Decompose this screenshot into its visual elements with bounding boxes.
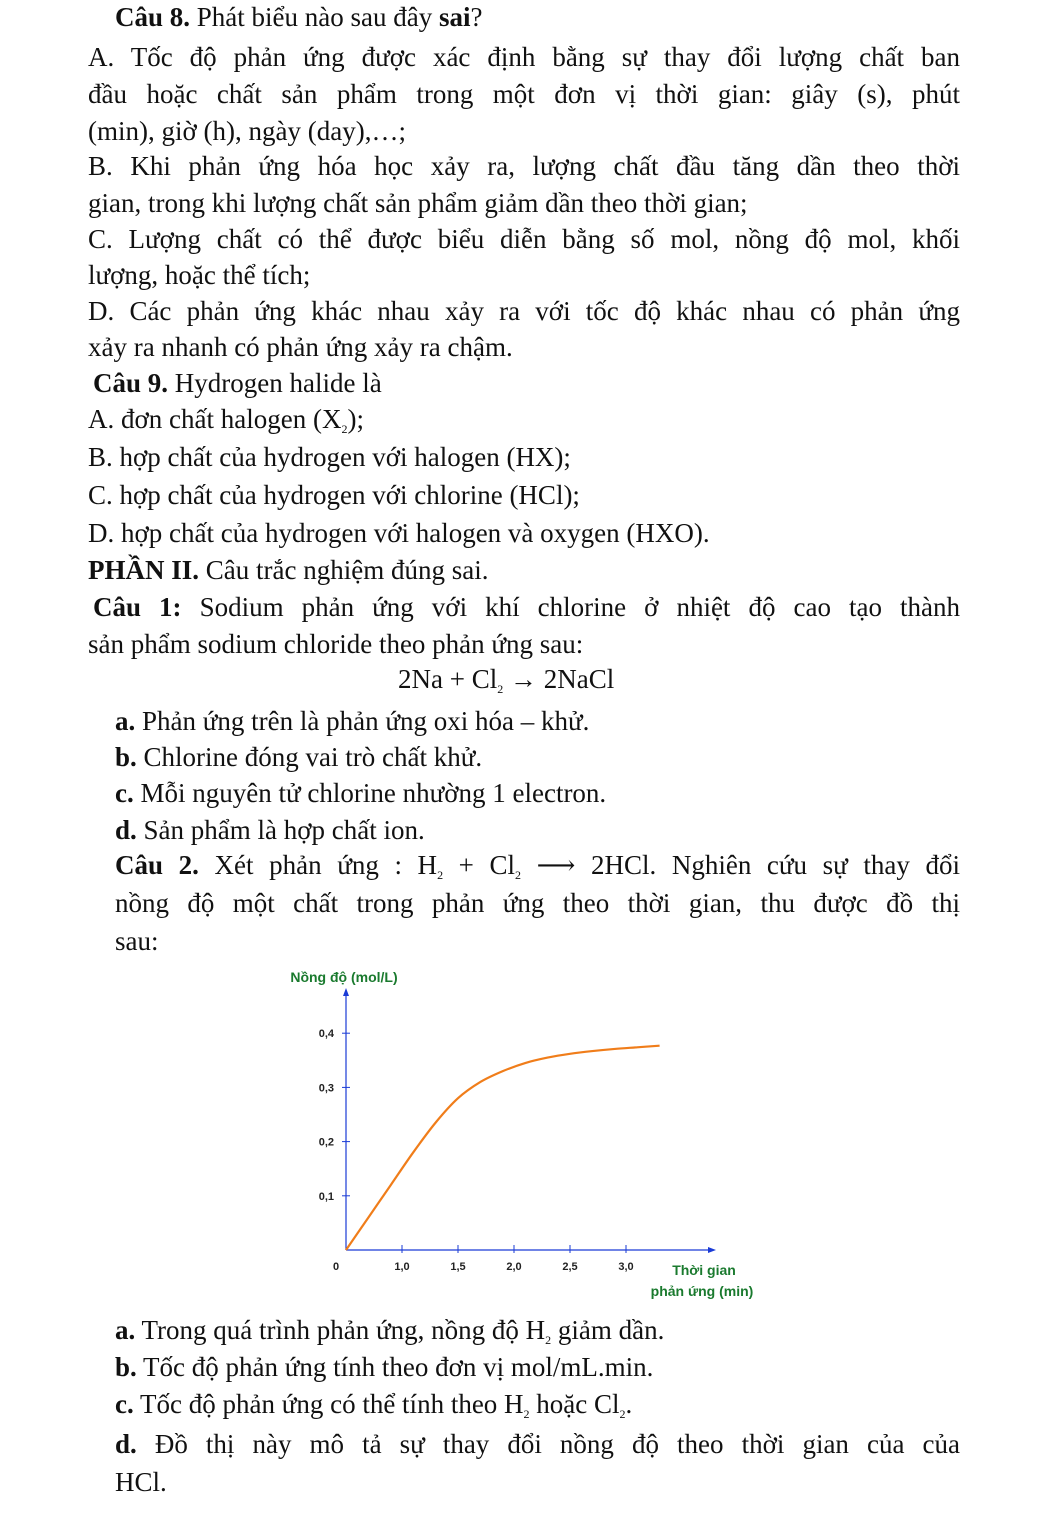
q8-option-a-line1: A. Tốc độ phản ứng được xác định bằng sự thay đổi lượng chất ban [88, 42, 960, 72]
q8-option-a-line3: (min), giờ (h), ngày (day),…; [88, 116, 406, 146]
p2q1-stem-line1: Câu 1: Sodium phản ứng với khí chlorine ở nhiệt độ cao tạo thành [93, 592, 960, 622]
p2q1-statement-c: c. Mỗi nguyên tử chlorine nhường 1 electron. [115, 778, 607, 808]
x-axis-label-line2: phản ứng (min) [650, 1283, 754, 1299]
p2q2-stem-line1: Câu 2. Xét phản ứng : $H_2 + Cl_2$ ⟶ 2HCl. Nghiên cứu sự thay đổi [115, 850, 961, 882]
y-tick-label: 0,2 [318, 1136, 334, 1149]
q8-option-c-line1: C. Lượng chất có thể được biểu diễn bằng số mol, nồng độ mol, khối [88, 224, 960, 254]
part2-heading: PHẦN II. Câu trắc nghiệm đúng sai. [88, 555, 489, 585]
p2q2-stem-line3: sau: [115, 926, 159, 956]
p2q1-statement-d: d. Sản phẩm là hợp chất ion. [115, 815, 425, 845]
x-tick-label: 3,0 [618, 1261, 634, 1273]
p2q1-statement-a: a. Phản ứng trên là phản ứng oxi hóa – khử. [115, 706, 590, 736]
q8-option-d-line1: D. Các phản ứng khác nhau xảy ra với tốc độ khác nhau có phản ứng [88, 296, 960, 326]
q8-stem: Câu 8. Phát biểu nào sau đây sai? [115, 2, 483, 32]
p2q2-statement-c: c. Tốc độ phản ứng có thể tính theo $H_2$ hoặc $Cl_2$. [115, 1389, 633, 1421]
q9-option-b: B. hợp chất của hydrogen với halogen (HX); [88, 442, 571, 472]
q8-option-b-line1: B. Khi phản ứng hóa học xảy ra, lượng chất đầu tăng dần theo thời [88, 151, 960, 181]
q9-stem: Câu 9. Hydrogen halide là [93, 368, 382, 398]
part2-label: PHẦN II. [88, 555, 200, 585]
q9-option-d: D. hợp chất của hydrogen với halogen và oxygen (HXO). [88, 518, 710, 548]
q9-label: Câu 9. [93, 368, 169, 398]
q8-option-a-line2: đầu hoặc chất sản phẩm trong một đơn vị thời gian: giây (s), phút [88, 79, 960, 109]
y-tick-label: 0,3 [318, 1082, 334, 1095]
q8-option-d-line2: xảy ra nhanh có phản ứng xảy ra chậm. [88, 332, 513, 362]
p2q1-stem-line2: sản phẩm sodium chloride theo phản ứng sau: [88, 629, 584, 659]
y-axis-label: Nồng độ (mol/L) [290, 969, 398, 985]
p2q2-statement-a: a. Trong quá trình phản ứng, nồng độ $H_2$ giảm dần. [115, 1315, 665, 1347]
p2q2-statement-d-line2: HCl. [115, 1467, 167, 1497]
x-tick-label: 1,0 [394, 1261, 410, 1273]
q8-option-b-line2: gian, trong khi lượng chất sản phẩm giảm dần theo thời gian; [88, 188, 748, 218]
x-origin-label: 0 [332, 1261, 340, 1273]
x-axis-label-line1: Thời gian [672, 1262, 736, 1278]
concentration-time-chart [280, 962, 780, 1302]
p2q1-equation: $2Na + Cl_2$ → 2NaCl [398, 664, 615, 696]
y-axis-arrow [343, 988, 349, 996]
x-tick-label: 2,5 [562, 1261, 578, 1273]
x-tick-label: 2,0 [506, 1261, 522, 1273]
p2q2-statement-d-line1: d. Đồ thị này mô tả sự thay đổi nồng độ theo thời gian của của [115, 1429, 960, 1459]
q8-label: Câu 8. [115, 2, 191, 32]
y-tick-label: 0,4 [318, 1028, 334, 1041]
q8-option-c-line2: lượng, hoặc thể tích; [88, 260, 311, 290]
p2q2-stem-line2: nồng độ một chất trong phản ứng theo thời gian, thu được đồ thị [115, 888, 960, 918]
p2q2-statement-b: b. Tốc độ phản ứng tính theo đơn vị mol/mL.min. [115, 1352, 654, 1382]
x-axis-arrow [708, 1247, 716, 1253]
x-tick-label: 1,5 [450, 1261, 466, 1273]
p2q1-statement-b: b. Chlorine đóng vai trò chất khử. [115, 742, 483, 772]
hcl-concentration-curve [346, 1046, 660, 1250]
q9-option-a: A. đơn chất halogen $(X_2)$; [88, 404, 364, 436]
y-tick-label: 0,1 [318, 1190, 334, 1203]
q9-option-c: C. hợp chất của hydrogen với chlorine (HCl); [88, 480, 580, 510]
